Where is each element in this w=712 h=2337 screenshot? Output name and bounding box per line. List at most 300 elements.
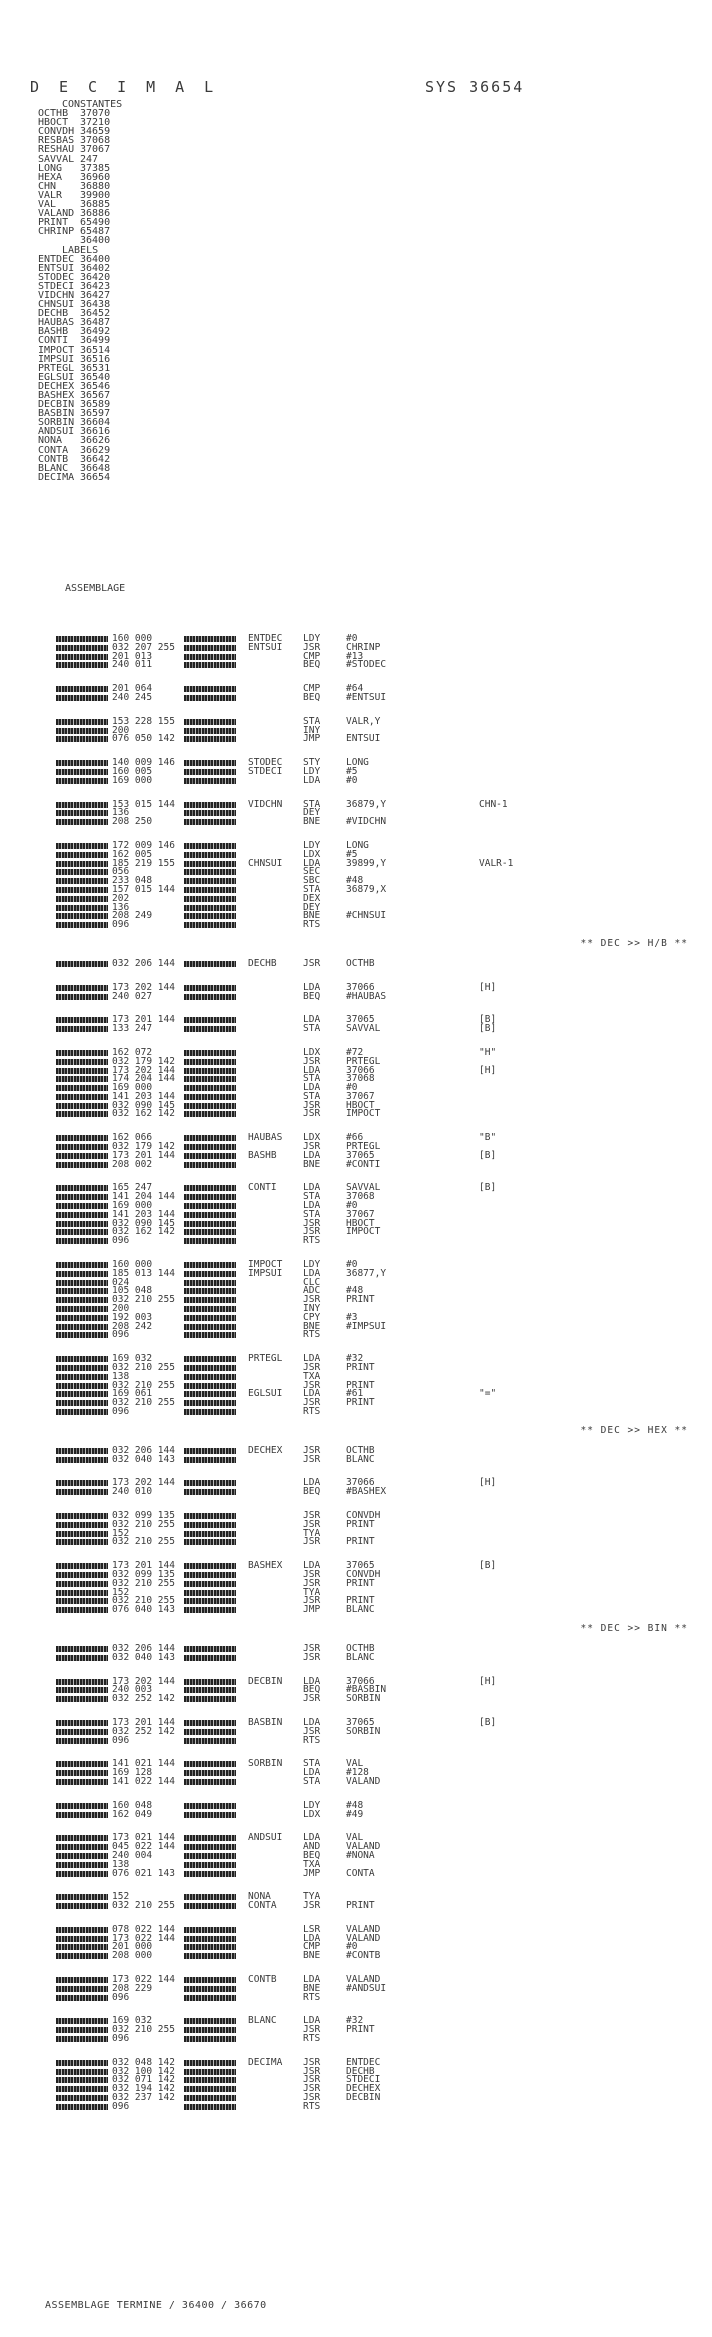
listing-line — [56, 1799, 706, 1811]
mnemonic: LDA — [303, 2015, 321, 2027]
opcode-bytes: 032 206 144 — [112, 1642, 175, 1654]
mnemonic: CLC — [303, 1276, 321, 1288]
comment: "B" — [479, 1132, 497, 1144]
listing-line — [56, 818, 706, 827]
mnemonic: JSR — [303, 1568, 321, 1580]
address-redaction — [56, 1017, 108, 1023]
address-redaction — [56, 1229, 108, 1235]
mnemonic: BNE — [303, 910, 321, 922]
operand-redaction — [184, 636, 236, 642]
label-value: 36567 — [80, 390, 111, 401]
mnemonic: LDA — [303, 1200, 321, 1212]
opcode-bytes: 192 003 — [112, 1311, 153, 1323]
listing-line — [56, 1518, 706, 1530]
listing-line — [56, 661, 706, 670]
opcode-bytes: 173 202 144 — [112, 981, 175, 993]
mnemonic: LDY — [303, 1259, 321, 1271]
mnemonic: JSR — [303, 2065, 321, 2077]
label-name: VIDCHN — [38, 289, 75, 301]
mnemonic: LDX — [303, 848, 321, 860]
comment: [B] — [479, 1182, 497, 1194]
operand: HBOCT — [346, 1217, 375, 1229]
mnemonic: JSR — [303, 1509, 321, 1521]
listing-line — [56, 1228, 706, 1237]
operand-redaction — [184, 1572, 236, 1578]
label-name: BASBIN — [38, 408, 75, 420]
address-redaction — [56, 662, 108, 668]
symbol-table — [38, 100, 122, 482]
operand-redaction — [184, 887, 236, 893]
operand-redaction — [184, 1761, 236, 1767]
operand-redaction — [184, 1590, 236, 1596]
label-value: 36427 — [80, 289, 111, 301]
operand-redaction — [184, 2027, 236, 2033]
address-redaction — [56, 913, 108, 919]
mnemonic: LDA — [303, 1353, 321, 1365]
opcode-bytes: 174 204 144 — [112, 1073, 175, 1085]
opcode-bytes: 169 000 — [112, 1200, 153, 1212]
operand-redaction — [184, 1306, 236, 1312]
operand: #VIDCHN — [346, 816, 387, 828]
mnemonic: LDA — [303, 1560, 321, 1572]
label-name: BASHB — [38, 326, 69, 338]
mnemonic: BNE — [303, 1982, 321, 1994]
mnemonic: JSR — [303, 1108, 321, 1120]
operand: ENTSUI — [346, 733, 381, 745]
program-title: DECIMAL — [30, 78, 234, 96]
operand: CONVDH — [346, 1509, 381, 1521]
constant-name: RESHAU — [38, 144, 75, 156]
label-value: 36546 — [80, 380, 111, 392]
mnemonic: JSR — [303, 2074, 321, 2086]
opcode-bytes: 200 — [112, 1303, 130, 1315]
mnemonic: RTS — [303, 2100, 321, 2112]
listing-line — [56, 1379, 706, 1391]
label-name: CONTI — [38, 335, 69, 347]
listing-line — [56, 1453, 706, 1465]
listing-line — [56, 1276, 706, 1288]
mnemonic: JSR — [303, 1141, 321, 1153]
operand: #BASHEX — [346, 1486, 387, 1498]
mnemonic: RTS — [303, 1991, 321, 2003]
operand: 36879,X — [346, 883, 387, 895]
mnemonic: STA — [303, 1208, 321, 1220]
address-redaction — [56, 2036, 108, 2042]
listing-line — [56, 691, 706, 703]
operand-redaction — [184, 1324, 236, 1330]
opcode-bytes: 208 229 — [112, 1982, 153, 1994]
opcode-bytes: 096 — [112, 2100, 130, 2112]
label-value: 36516 — [80, 353, 111, 365]
address-redaction — [56, 1862, 108, 1868]
operand-redaction — [184, 1374, 236, 1380]
mnemonic: STY — [303, 757, 321, 769]
opcode-bytes: 076 040 143 — [112, 1604, 175, 1616]
address-redaction — [56, 819, 108, 825]
operand-redaction — [184, 1936, 236, 1942]
constant-value: 65490 — [80, 217, 111, 229]
mnemonic: STA — [303, 1775, 321, 1787]
label-field: CHNSUI — [248, 857, 283, 869]
address-redaction — [56, 1448, 108, 1454]
address-redaction — [56, 1306, 108, 1312]
operand: SAVVAL — [346, 1023, 381, 1035]
mnemonic: INY — [303, 1303, 321, 1315]
operand-redaction — [184, 1986, 236, 1992]
label-value: 36438 — [80, 299, 111, 311]
operand: 37067 — [346, 1090, 375, 1102]
address-redaction — [56, 1779, 108, 1785]
opcode-bytes: 096 — [112, 1991, 130, 2003]
opcode-bytes: 032 040 143 — [112, 1651, 175, 1663]
address-redaction — [56, 1871, 108, 1877]
address-redaction — [56, 1607, 108, 1613]
address-redaction — [56, 1936, 108, 1942]
operand-redaction — [184, 1729, 236, 1735]
operand-redaction — [184, 695, 236, 701]
address-redaction — [56, 922, 108, 928]
constants-heading: CONSTANTES — [62, 99, 123, 110]
operand-redaction — [184, 1539, 236, 1545]
mnemonic: JSR — [303, 641, 321, 653]
operand: LONG — [346, 757, 369, 769]
address-redaction — [56, 1356, 108, 1362]
constant-value: 37385 — [80, 162, 111, 174]
label-field: DECHB — [248, 957, 277, 969]
operand: PRINT — [346, 1518, 375, 1530]
address-redaction — [56, 1835, 108, 1841]
mnemonic: CMP — [303, 1941, 321, 1953]
operand-redaction — [184, 810, 236, 816]
mnemonic: JSR — [303, 1379, 321, 1391]
opcode-bytes: 173 021 144 — [112, 1832, 175, 1844]
operand: IMPOCT — [346, 1226, 381, 1238]
listing-line — [56, 957, 706, 969]
address-redaction — [56, 905, 108, 911]
assembly-footer: ASSEMBLAGE TERMINE / 36400 / 36670 — [45, 2300, 267, 2311]
comment: [B] — [479, 1023, 497, 1035]
operand: 36877,Y — [346, 1267, 387, 1279]
constant-name: CHRINP — [38, 226, 75, 238]
mnemonic: JSR — [303, 1294, 321, 1306]
mnemonic: JSR — [303, 2024, 321, 2036]
opcode-bytes: 032 071 142 — [112, 2074, 175, 2086]
address-redaction — [56, 654, 108, 660]
mnemonic: TYA — [303, 1527, 321, 1539]
operand-redaction — [184, 2104, 236, 2110]
address-redaction — [56, 1094, 108, 1100]
label-value: 36604 — [80, 417, 111, 429]
operand: #IMPSUI — [346, 1320, 387, 1332]
mnemonic: STA — [303, 1090, 321, 1102]
address-redaction — [56, 1761, 108, 1767]
constant-value: 36885 — [80, 199, 111, 211]
address-redaction — [56, 1203, 108, 1209]
mnemonic: JSR — [303, 1651, 321, 1663]
listing-spacer — [56, 1169, 706, 1184]
comment: [H] — [479, 981, 497, 993]
operand-redaction — [184, 1050, 236, 1056]
operand-redaction — [184, 2018, 236, 2024]
address-redaction — [56, 769, 108, 775]
opcode-bytes: 096 — [112, 1329, 130, 1341]
address-redaction — [56, 1729, 108, 1735]
label-value: 36642 — [80, 453, 111, 465]
operand-redaction — [184, 1288, 236, 1294]
address-redaction — [56, 1391, 108, 1397]
operand: PRINT — [346, 1362, 375, 1374]
label-name: CONTA — [38, 444, 69, 456]
label-value: 36616 — [80, 426, 111, 438]
address-redaction — [56, 1221, 108, 1227]
address-redaction — [56, 1977, 108, 1983]
label-field: CONTI — [248, 1182, 277, 1194]
address-redaction — [56, 1085, 108, 1091]
address-redaction — [56, 1944, 108, 1950]
assembly-listing — [56, 635, 706, 2112]
mnemonic: LDA — [303, 1388, 321, 1400]
mnemonic: LDY — [303, 839, 321, 851]
listing-line — [56, 798, 706, 810]
operand-redaction — [184, 961, 236, 967]
operand-redaction — [184, 1894, 236, 1900]
listing-line — [56, 1932, 706, 1944]
opcode-bytes: 165 247 — [112, 1182, 153, 1194]
operand: SORBIN — [346, 1693, 381, 1705]
operand: 37065 — [346, 1149, 375, 1161]
operand: SORBIN — [346, 1725, 381, 1737]
opcode-bytes: 169 128 — [112, 1767, 153, 1779]
address-redaction — [56, 2086, 108, 2092]
constant-name: CHN — [38, 180, 57, 192]
address-redaction — [56, 1927, 108, 1933]
operand: 39899,Y — [346, 857, 387, 869]
section-banner — [56, 1417, 706, 1447]
listing-line — [56, 759, 706, 768]
address-redaction — [56, 1995, 108, 2001]
mnemonic: STA — [303, 1191, 321, 1203]
label-value: 36531 — [80, 362, 111, 374]
mnemonic: LDX — [303, 1808, 321, 1820]
operand-redaction — [184, 1391, 236, 1397]
operand: 37066 — [346, 1675, 375, 1687]
mnemonic: RTS — [303, 2033, 321, 2045]
operand: DECHEX — [346, 2083, 381, 2095]
mnemonic: JSR — [303, 1536, 321, 1548]
operand: 37066 — [346, 1064, 375, 1076]
listing-line — [56, 1695, 706, 1704]
mnemonic: LDA — [303, 1767, 321, 1779]
operand: CONTA — [346, 1867, 375, 1879]
operand-redaction — [184, 1679, 236, 1685]
opcode-bytes: 173 202 144 — [112, 1064, 175, 1076]
constant-name: PRINT — [38, 217, 69, 229]
opcode-bytes: 208 250 — [112, 816, 153, 828]
operand-redaction — [184, 1356, 236, 1362]
opcode-bytes: 032 252 142 — [112, 1693, 175, 1705]
constant-name: OCTHB — [38, 108, 69, 120]
operand-redaction — [184, 1135, 236, 1141]
listing-line — [56, 1016, 706, 1025]
address-redaction — [56, 1894, 108, 1900]
address-redaction — [56, 887, 108, 893]
label-field: VIDCHN — [248, 798, 283, 810]
label-row — [38, 473, 122, 482]
operand-redaction — [184, 1153, 236, 1159]
operand-redaction — [184, 1513, 236, 1519]
listing-line — [56, 892, 706, 904]
address-redaction — [56, 1185, 108, 1191]
opcode-bytes: 162 066 — [112, 1132, 153, 1144]
mnemonic: BEQ — [303, 1684, 321, 1696]
address-redaction — [56, 1903, 108, 1909]
address-redaction — [56, 2077, 108, 2083]
listing-line — [56, 735, 706, 744]
operand: #128 — [346, 1767, 369, 1779]
mnemonic: TYA — [303, 1586, 321, 1598]
listing-line — [56, 1867, 706, 1879]
opcode-bytes: 141 203 144 — [112, 1090, 175, 1102]
listing-spacer — [56, 1878, 706, 1893]
listing-line — [56, 1775, 706, 1787]
listing-line — [56, 1734, 706, 1746]
constant-name: CONVDH — [38, 126, 75, 138]
operand-redaction — [184, 2069, 236, 2075]
operand: #32 — [346, 2015, 364, 2027]
operand: 37068 — [346, 1073, 375, 1085]
operand-redaction — [184, 1212, 236, 1218]
opcode-bytes: 096 — [112, 919, 130, 931]
label-name: STDECI — [38, 280, 75, 292]
operand: PRINT — [346, 1397, 375, 1409]
constant-value: 37067 — [80, 144, 111, 156]
operand: #CONTB — [346, 1950, 381, 1962]
mnemonic: STA — [303, 1073, 321, 1085]
opcode-bytes: 096 — [112, 1235, 130, 1247]
operand: PRINT — [346, 1900, 375, 1912]
listing-line — [56, 1577, 706, 1589]
mnemonic: JSR — [303, 1226, 321, 1238]
listing-line — [56, 1982, 706, 1994]
opcode-bytes: 141 022 144 — [112, 1775, 175, 1787]
address-redaction — [56, 1315, 108, 1321]
address-redaction — [56, 878, 108, 884]
listing-line — [56, 1399, 706, 1408]
operand-redaction — [184, 1480, 236, 1486]
operand-redaction — [184, 1738, 236, 1744]
address-redaction — [56, 1212, 108, 1218]
mnemonic: DEY — [303, 901, 321, 913]
address-redaction — [56, 1076, 108, 1082]
operand-redaction — [184, 1531, 236, 1537]
labels-heading: LABELS — [62, 244, 99, 256]
constant-value: 65487 — [80, 226, 111, 238]
address-redaction — [56, 896, 108, 902]
operand: #3 — [346, 1311, 358, 1323]
operand-redaction — [184, 1017, 236, 1023]
operand-redaction — [184, 645, 236, 651]
opcode-bytes: 152 — [112, 1586, 130, 1598]
address-redaction — [56, 695, 108, 701]
listing-spacer — [56, 1340, 706, 1355]
operand: #32 — [346, 1353, 364, 1365]
operand-redaction — [184, 1457, 236, 1463]
mnemonic: TXA — [303, 1858, 321, 1870]
listing-line — [56, 1237, 706, 1246]
label-field: STDECI — [248, 765, 283, 777]
operand-redaction — [184, 852, 236, 858]
opcode-bytes: 032 252 142 — [112, 1725, 175, 1737]
address-redaction — [56, 852, 108, 858]
operand: CONVDH — [346, 1568, 381, 1580]
operand-redaction — [184, 1607, 236, 1613]
opcode-bytes: 185 013 144 — [112, 1267, 175, 1279]
label-name: STODEC — [38, 271, 75, 283]
mnemonic: JSR — [303, 1518, 321, 1530]
opcode-bytes: 105 048 — [112, 1285, 153, 1297]
address-redaction — [56, 719, 108, 725]
section-banner-text: ** DEC >> HEX ** — [580, 1424, 688, 1436]
mnemonic: JSR — [303, 1725, 321, 1737]
listing-line — [56, 1305, 706, 1314]
opcode-bytes: 032 194 142 — [112, 2083, 175, 2095]
address-redaction — [56, 1409, 108, 1415]
mnemonic: AND — [303, 1841, 321, 1853]
opcode-bytes: 024 — [112, 1276, 130, 1288]
constant-value: 37070 — [80, 108, 111, 120]
opcode-bytes: 240 004 — [112, 1849, 153, 1861]
comment: "H" — [479, 1046, 497, 1058]
operand-redaction — [184, 719, 236, 725]
opcode-bytes: 032 099 135 — [112, 1568, 175, 1580]
listing-line — [56, 1364, 706, 1373]
opcode-bytes: 202 — [112, 892, 130, 904]
address-redaction — [56, 1103, 108, 1109]
operand: #CHNSUI — [346, 910, 387, 922]
comment: "=" — [479, 1388, 497, 1400]
opcode-bytes: 032 237 142 — [112, 2092, 175, 2104]
address-redaction — [56, 728, 108, 734]
constant-value: 34659 — [80, 126, 111, 138]
operand-redaction — [184, 736, 236, 742]
label-field: STODEC — [248, 757, 283, 769]
comment: CHN-1 — [479, 798, 508, 810]
label-field: EGLSUI — [248, 1388, 283, 1400]
mnemonic: LDA — [303, 1082, 321, 1094]
opcode-bytes: 172 009 146 — [112, 839, 175, 851]
opcode-bytes: 160 000 — [112, 633, 153, 644]
listing-spacer — [56, 1034, 706, 1049]
operand: PRINT — [346, 1595, 375, 1607]
opcode-bytes: 160 000 — [112, 1259, 153, 1271]
address-redaction — [56, 686, 108, 692]
operand: VALR,Y — [346, 715, 381, 727]
opcode-bytes: 173 022 144 — [112, 1932, 175, 1944]
operand-redaction — [184, 1332, 236, 1338]
mnemonic: LDX — [303, 1132, 321, 1144]
mnemonic: JSR — [303, 1642, 321, 1654]
listing-line — [56, 1296, 706, 1305]
opcode-bytes: 076 050 142 — [112, 733, 175, 745]
opcode-bytes: 096 — [112, 2033, 130, 2045]
label-field: IMPSUI — [248, 1267, 283, 1279]
label-value: 36400 — [80, 253, 111, 265]
opcode-bytes: 240 003 — [112, 1684, 153, 1696]
listing-line — [56, 1110, 706, 1119]
opcode-bytes: 169 000 — [112, 774, 153, 786]
label-field: DECHEX — [248, 1444, 283, 1456]
operand-redaction — [184, 662, 236, 668]
